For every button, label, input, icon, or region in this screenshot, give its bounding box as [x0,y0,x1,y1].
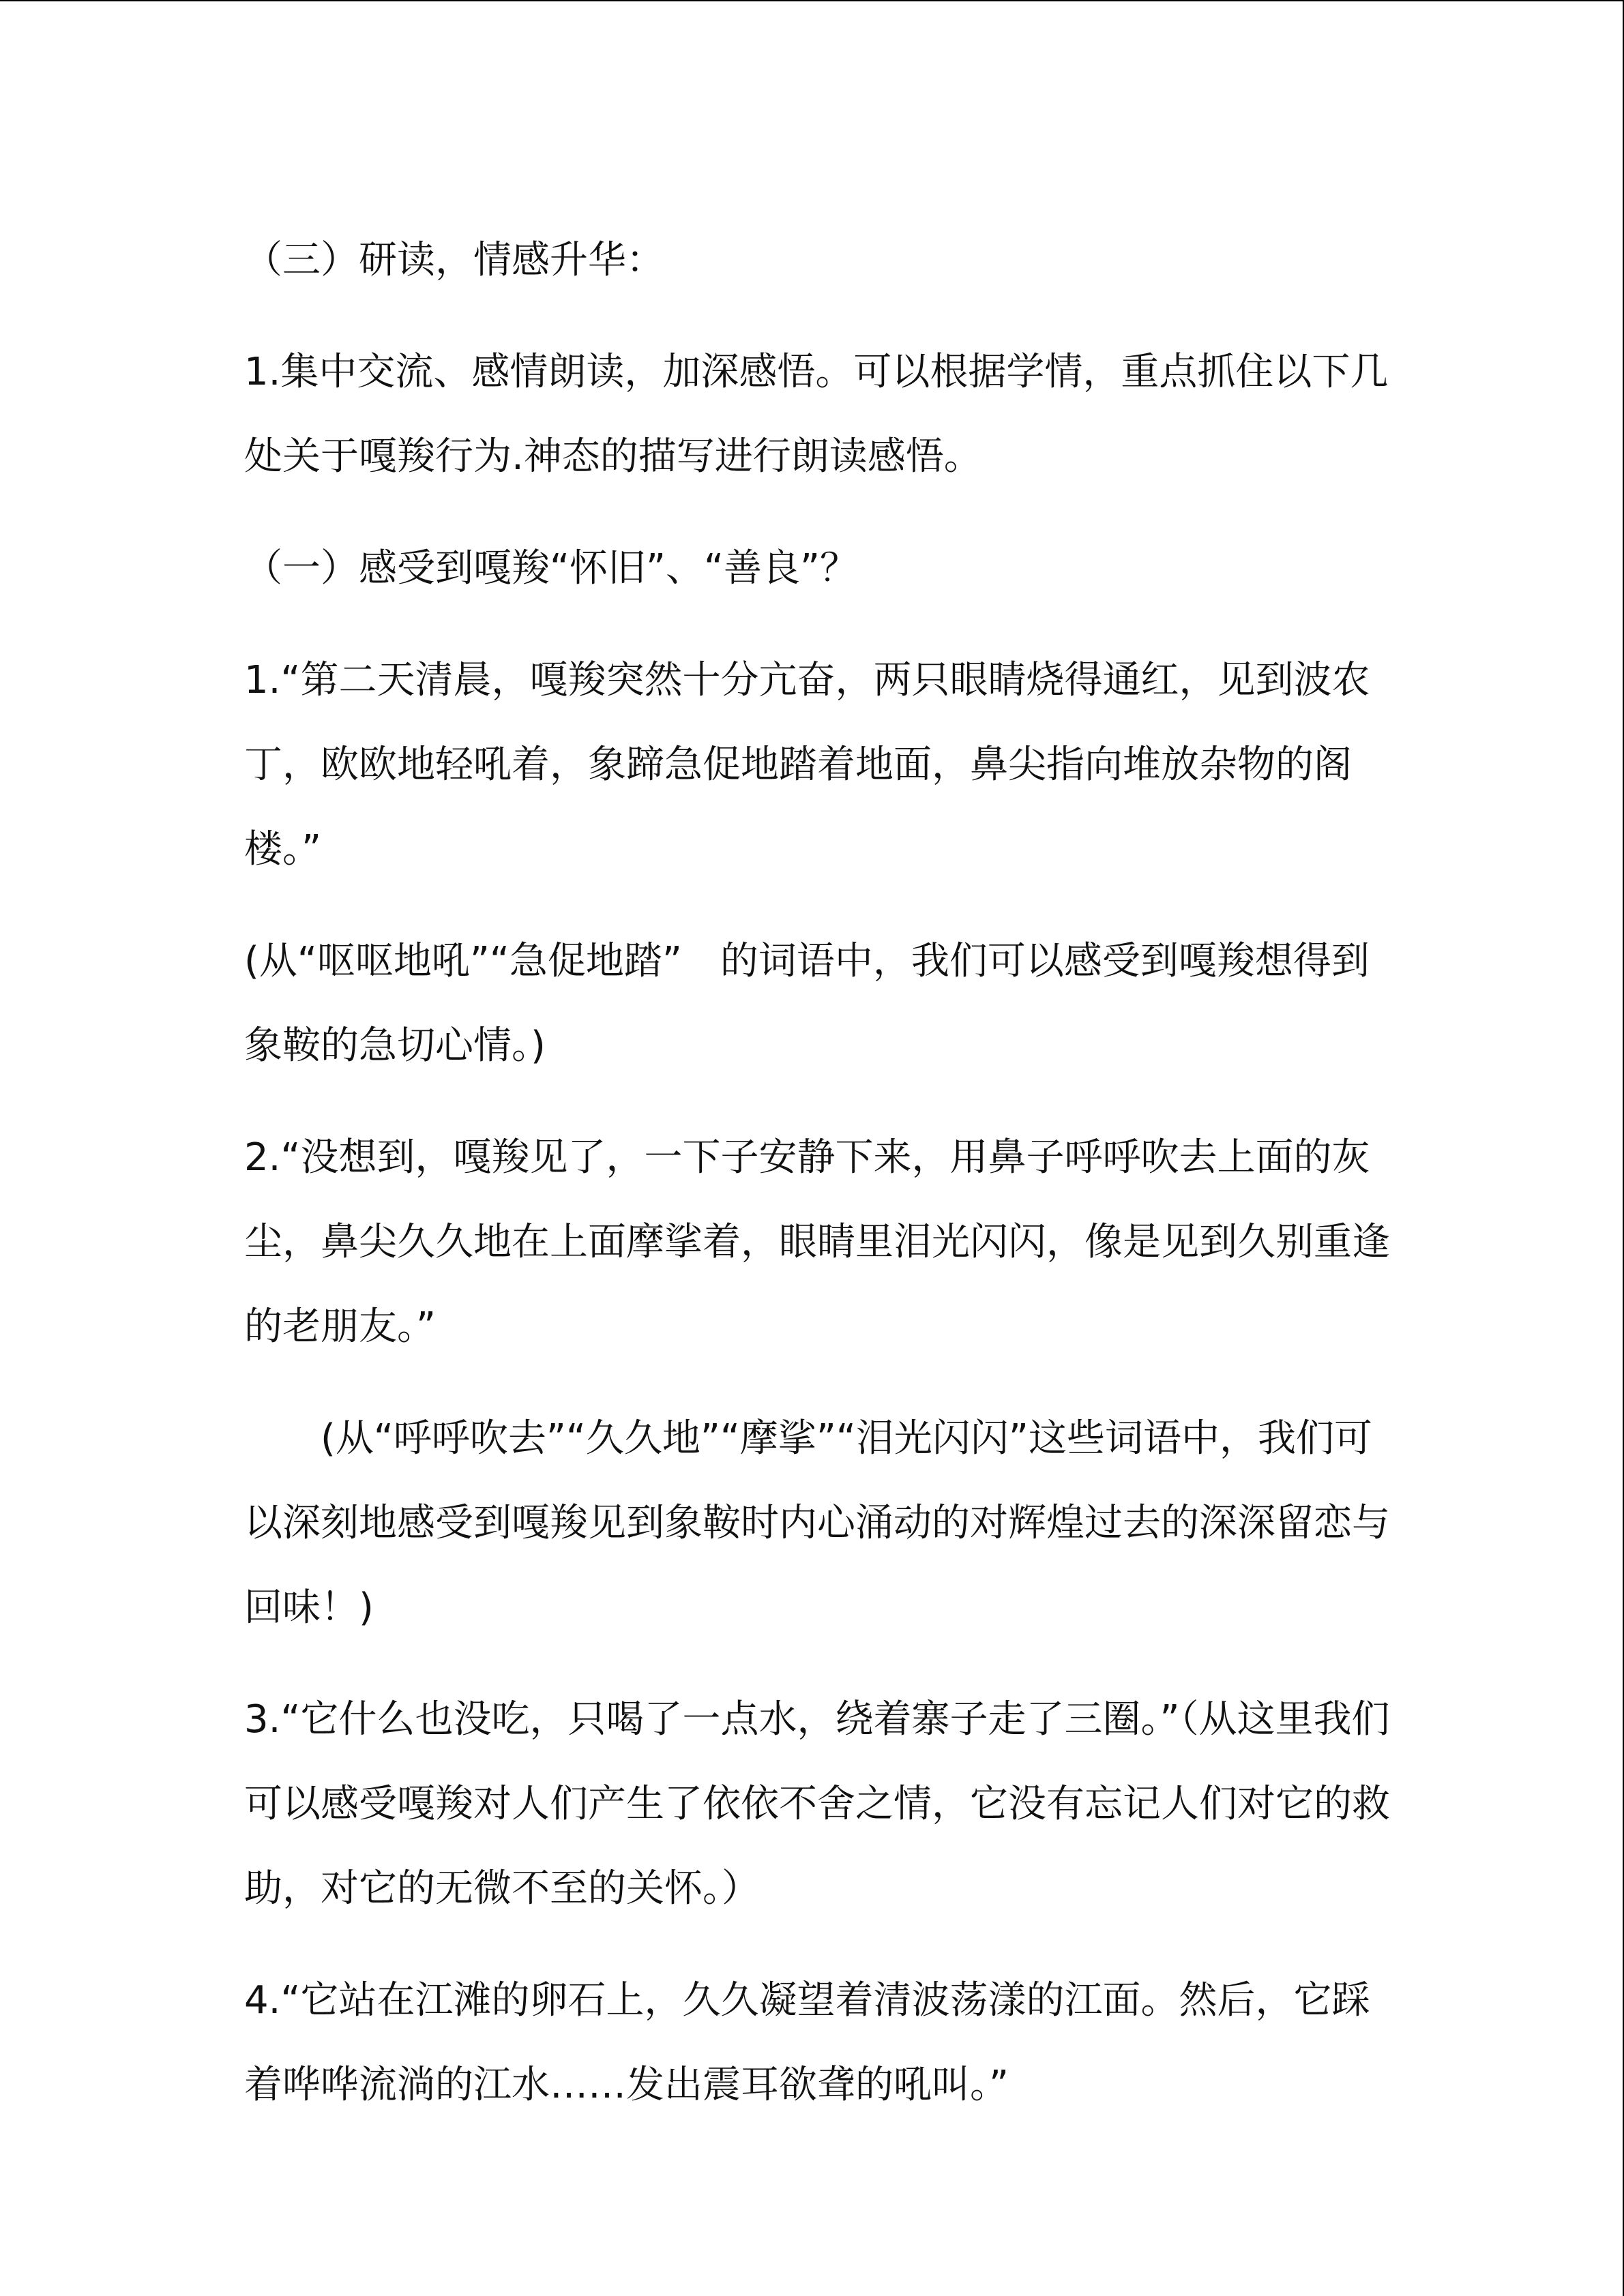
document-body [244,218,1404,2128]
analysis-paragraph-1: (从“呕呕地吼”“急促地踏” 的词语中，我们可以感受到嘎羧想得到象鞍的急切心情。) [244,939,1370,1068]
instruction-paragraph: 1.集中交流、感情朗读，加深感悟。可以根据学情，重点抓住以下几处关于嘎羧行为.神态的描写进行朗读感悟。 [244,350,1389,479]
quote-paragraph-1: 1.“第二天清晨，嘎羧突然十分亢奋，两只眼睛烧得通红，见到波农丁，欧欧地轻吼着，象蹄急促地踏着地面，鼻尖指向堆放杂物的阁楼。” [244,658,1370,871]
section-heading: （三）研读，情感升华： [244,238,664,282]
quote-paragraph-3: 3.“它什么也没吃，只喝了一点水，绕着寨子走了三圈。”（从这里我们可以感受嘎羧对人们产生了依依不舍之情，它没有忘记人们对它的救助，对它的无微不至的关怀。） [244,1697,1390,1911]
analysis-paragraph-2: (从“呼呼吹去”“久久地”“摩挲”“泪光闪闪”这些词语中，我们可以深刻地感受到嘎羧见到象鞍时内心涌动的对辉煌过去的深深留恋与回味！) [244,1416,1390,1630]
subsection-heading: （一）感受到嘎羧“怀旧”、“善良”？ [244,546,859,591]
quote-paragraph-2: 2.“没想到，嘎羧见了，一下子安静下来，用鼻子呼呼吹去上面的灰尘，鼻尖久久地在上面摩挲着，眼睛里泪光闪闪，像是见到久别重逢的老朋友。” [244,1135,1390,1349]
quote-paragraph-4: 4.“它站在江滩的卵石上，久久凝望着清波荡漾的江面。然后，它踩着哗哗流淌的江水……发出震耳欲聋的吼叫。” [244,1978,1370,2107]
